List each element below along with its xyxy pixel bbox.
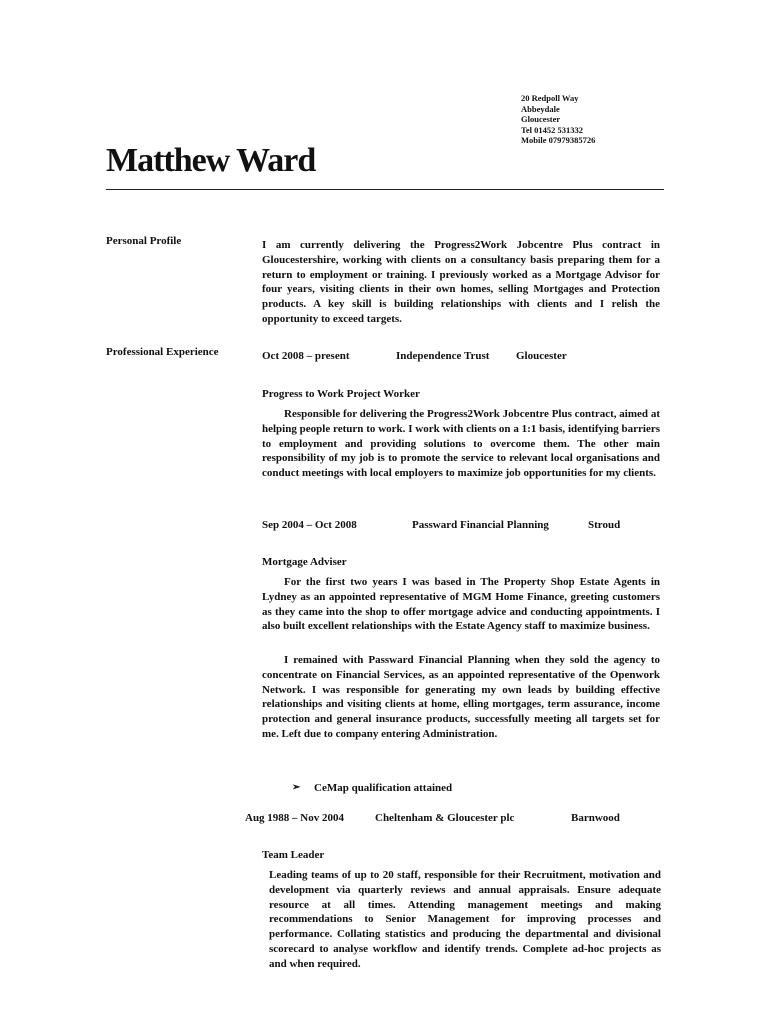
profile-text: I am currently delivering the Progress2Work Jobcentre Plus contract in Gloucestershire, working with clients on a consultancy basis preparing them for a return to employment or training. I previously worked as a Mortgage Advisor for four years, visiting clients in their own homes, selling Mortgages and Protection products. A key skill is building relationships with clients and I relish the opportunity to exceed targets. [262, 239, 660, 325]
job-3-description: Leading teams of up to 20 staff, responsible for their Recruitment, motivation and development via quarterly reviews and annual appraisals. Ensure adequate resource at all times. Attending management meetings and making recommendations to Senior Management for improving processes and performance. Collating statistics and producing the departmental and divisional scorecard to analyse workflow and identify trends. Complete ad-hoc projects as and when required. [269, 869, 661, 970]
section-label-experience: Professional Experience [106, 346, 219, 358]
job-1-role: Progress to Work Project Worker [262, 388, 420, 400]
contact-address [521, 93, 595, 146]
address-area: Abbeydale [521, 103, 560, 114]
header-divider [106, 189, 664, 190]
job-2-role: Mortgage Adviser [262, 556, 347, 568]
section-label-profile: Personal Profile [106, 235, 182, 247]
arrow-bullet-icon: ➢ [292, 782, 301, 793]
job-3-location: Barnwood [571, 812, 620, 824]
job-2-location: Stroud [588, 519, 621, 531]
address-city: Gloucester [521, 114, 561, 124]
job-1-dates: Oct 2008 – present [262, 350, 350, 362]
candidate-name: Matthew Ward [106, 142, 316, 179]
job-3-role: Team Leader [262, 849, 325, 861]
job-1-description: Responsible for delivering the Progress2Work Jobcentre Plus contract, aimed at helping people return to work. I work with clients on a 1:1 basis, identifying barriers to employment and providing solutions to overcome them. The other main responsibility of my job is to promote the service to relevant local organisations and conduct meetings with local employers to maximize job opportunities for my clients. [262, 408, 660, 480]
job-3-dates: Aug 1988 – Nov 2004 [245, 812, 345, 824]
job-2-dates: Sep 2004 – Oct 2008 [262, 519, 357, 531]
job-2-description-1: For the first two years I was based in The Property Shop Estate Agents in Lydney as an appointed representative of MGM Home Finance, greeting customers as they came into the shop to offer mortgage advice and conducting appointments. I also built excellent relationships with the Estate Agency staff to maximize business. [262, 576, 660, 633]
job-1-location: Gloucester [516, 350, 567, 362]
job-2-description-2: I remained with Passward Financial Planning when they sold the agency to concentrate on Financial Services, as an appointed representative of the Openwork Network. I was responsible for generating my own leads by building effective relationships and visiting clients at home, elling mortgages, term assurance, income protection and general insurance products, successfully meeting all targets set for me. Left due to company entering Administration. [262, 654, 660, 740]
job-2-bullet-text: CeMap qualification attained [314, 782, 453, 794]
job-1-employer: Independence Trust [396, 350, 490, 362]
job-2-employer: Passward Financial Planning [412, 519, 549, 531]
job-3-employer: Cheltenham & Gloucester plc [375, 812, 515, 824]
address-mobile: Mobile 07979385726 [521, 135, 596, 145]
address-street: 20 Redpoll Way [521, 93, 579, 103]
address-tel: Tel 01452 531332 [521, 124, 584, 135]
